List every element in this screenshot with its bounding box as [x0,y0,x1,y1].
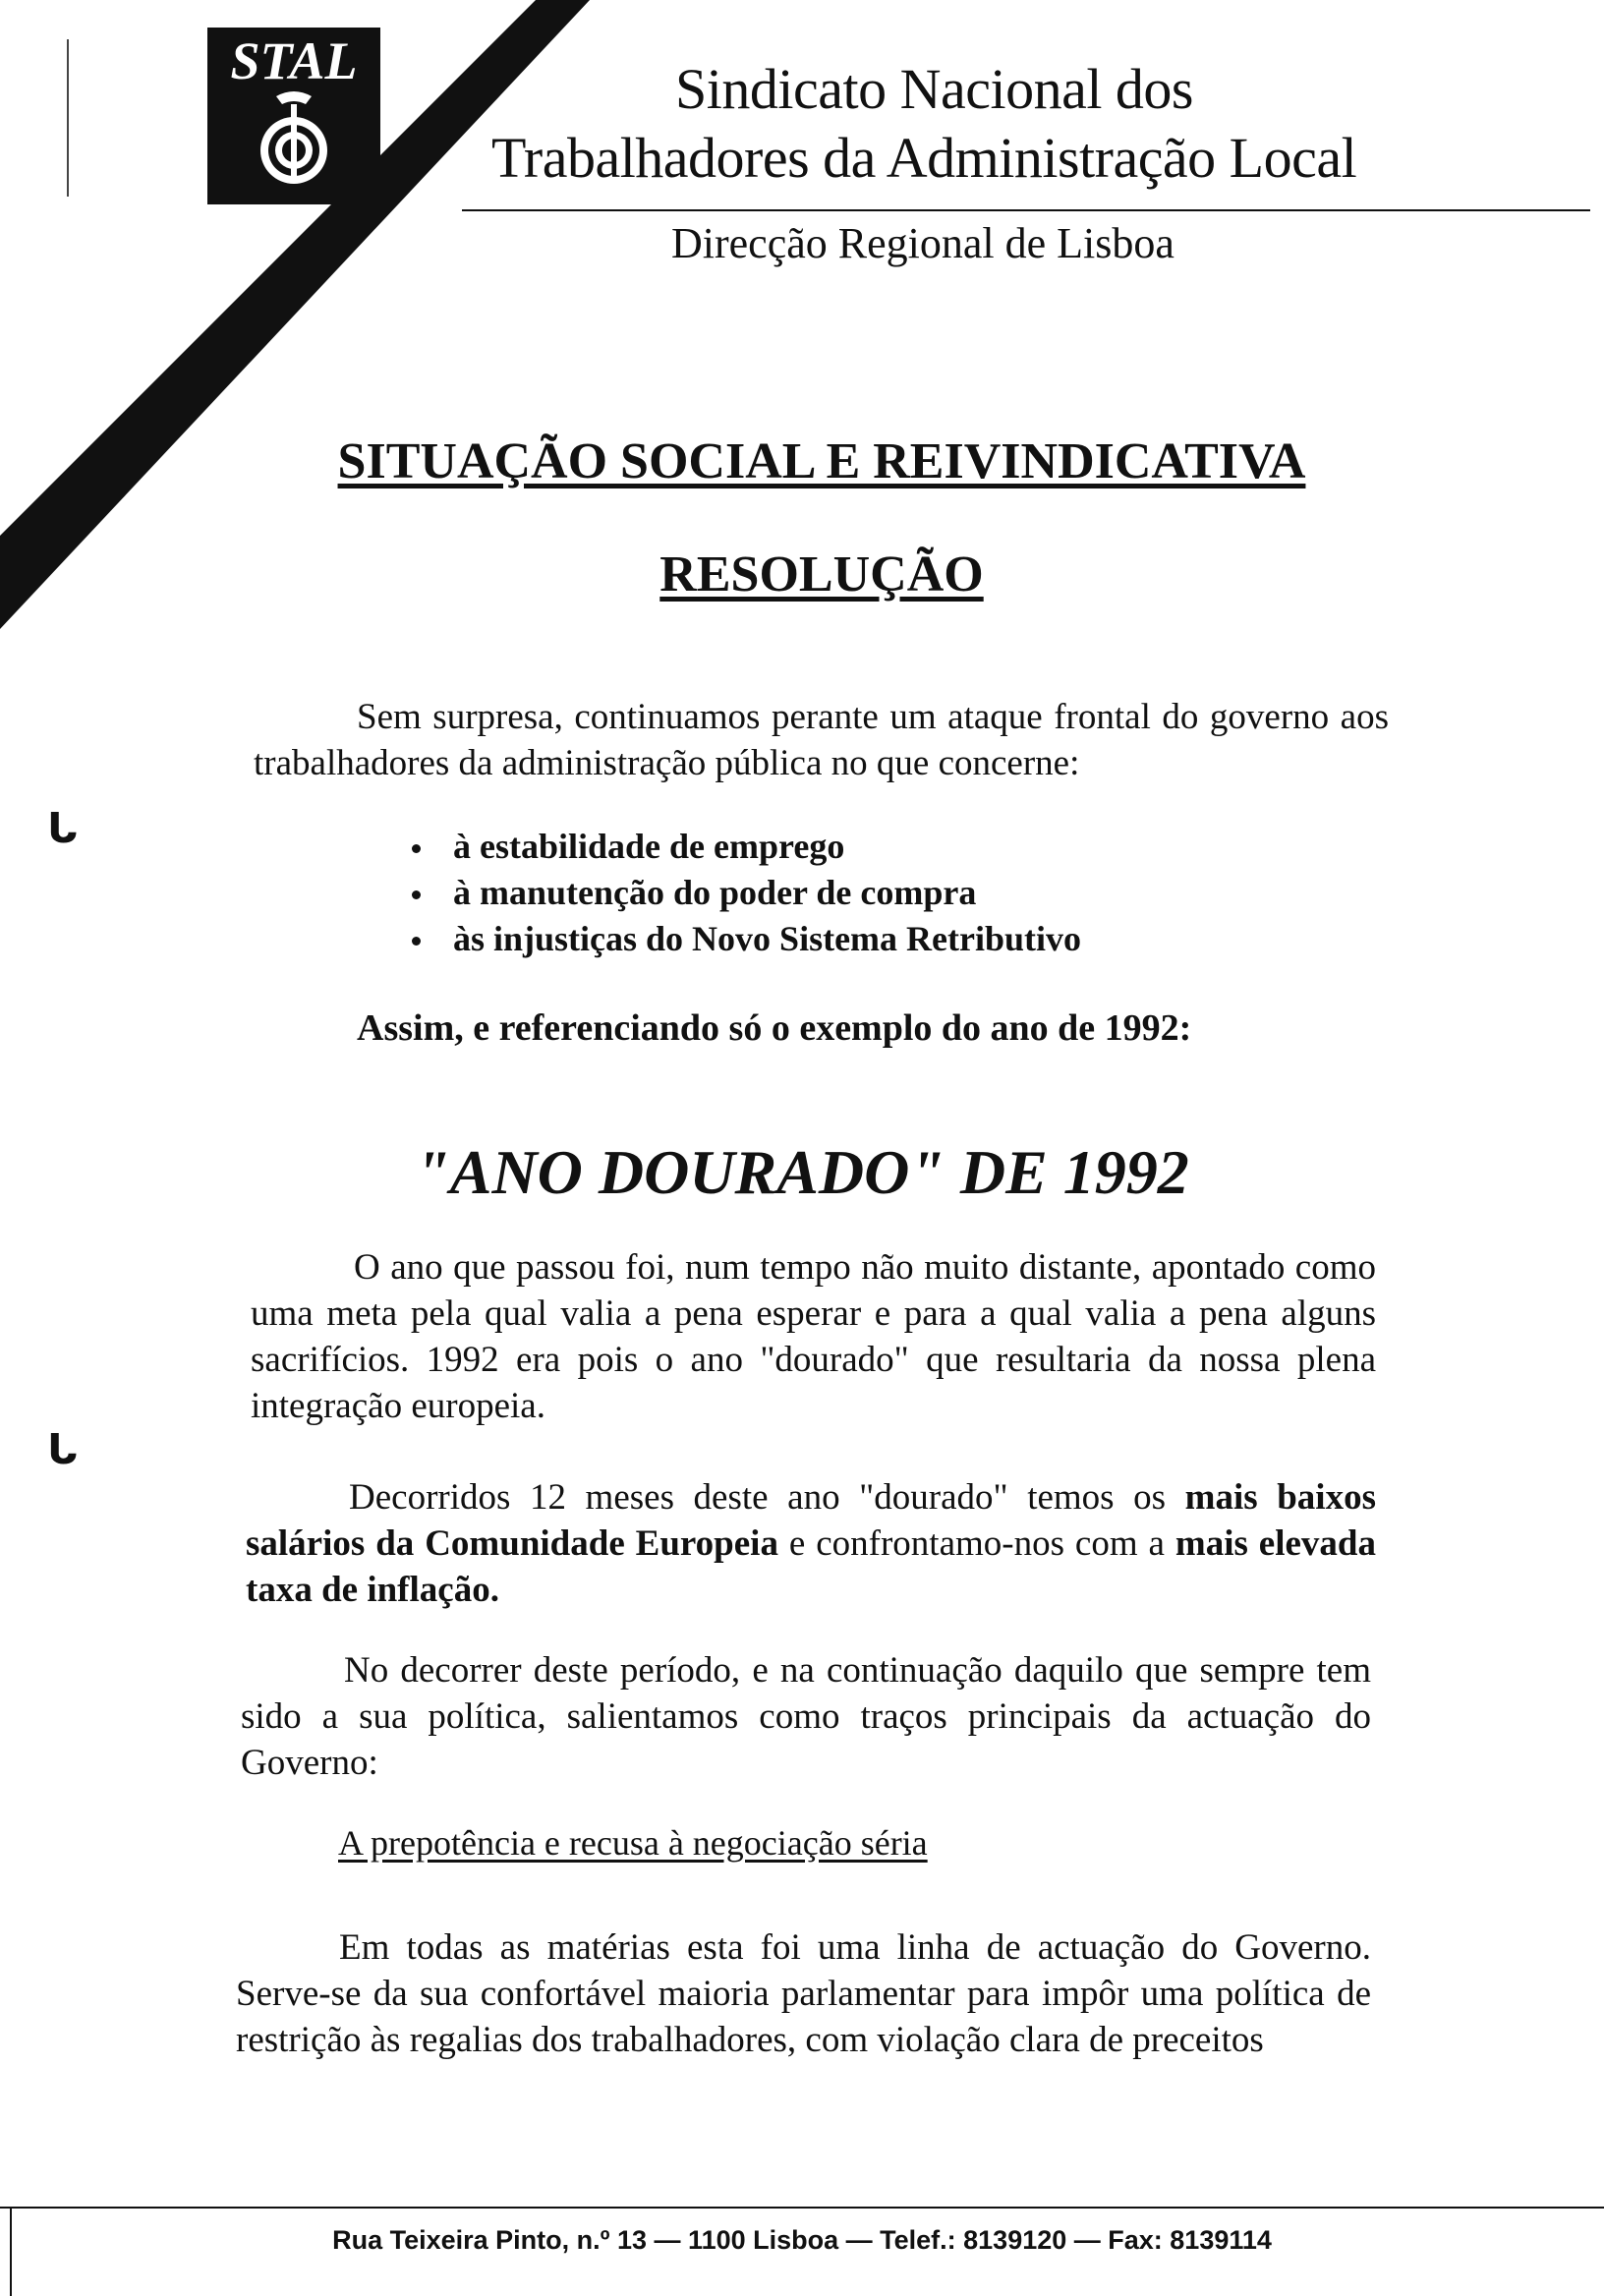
footer-address: Rua Teixeira Pinto, n.º 13 — 1100 Lisboa — Telef.: 8139120 — Fax: 8139114 [332,2225,1272,2255]
paragraph-2-bold-a: mais baixos salários da Comunidade Europeia [246,1477,1376,1564]
margin-mark: ᒐ [47,804,79,852]
paragraph-1: O ano que passou foi, num tempo não muito distante, apontado como uma meta pela qual valia a pena esperar e para a qual valia a pena alguns sacrifícios. 1992 era pois o ano "dourado" que resultaria da nossa plena integração europeia. [251,1247,1376,1426]
paragraph-4: Em todas as matérias esta foi uma linha de actuação do Governo. Serve-se da sua confortável maioria parlamentar para impôr uma política de restrição às regalias dos trabalhadores, com violação clara de preceitos [236,1927,1371,2060]
paragraph-2-text-b: e confrontamo-nos com a [777,1523,1175,1564]
department-name: Direcção Regional de Lisboa [671,219,1174,267]
list-item: à manutenção do poder de compra [398,870,1081,916]
bullet-list [398,824,1081,962]
golden-year-heading: "ANO DOURADO" DE 1992 [415,1137,1189,1207]
intro-paragraph: Sem surpresa, continuamos perante um ataque frontal do governo aos trabalhadores da administração pública no que concerne: [254,697,1389,783]
header-rule [462,209,1590,211]
org-name-line1: Sindicato Nacional dos [675,57,1194,121]
paragraph-3: No decorrer deste período, e na continuação daquilo que sempre tem sido a sua política, salientamos como traços principais da actuação do Governo: [241,1650,1371,1783]
footer-rule [0,2207,1604,2209]
resolution-heading: RESOLUÇÃO [659,546,984,603]
main-heading: SITUAÇÃO SOCIAL E REIVINDICATIVA [337,433,1306,489]
margin-line [67,39,69,197]
union-logo [207,28,380,204]
list-item: às injustiças do Novo Sistema Retributivo [398,916,1081,962]
list-item: à estabilidade de emprego [398,824,1081,870]
assim-line: Assim, e referenciando só o exemplo do ano de 1992: [357,1007,1192,1049]
paragraph-2-text-a: Decorridos 12 meses deste ano "dourado" temos os [349,1477,1185,1518]
org-name-line2: Trabalhadores da Administração Local [491,126,1357,190]
subsection-heading: A prepotência e recusa à negociação séria [338,1823,928,1863]
logo-lettering: STAL [230,31,358,90]
margin-mark: ᒐ [47,1425,79,1473]
paragraph-2-bold-b: mais elevada taxa de inflação. [246,1523,1376,1610]
paragraph-2 [246,1474,1376,1613]
logo-emblem-icon [207,28,380,204]
